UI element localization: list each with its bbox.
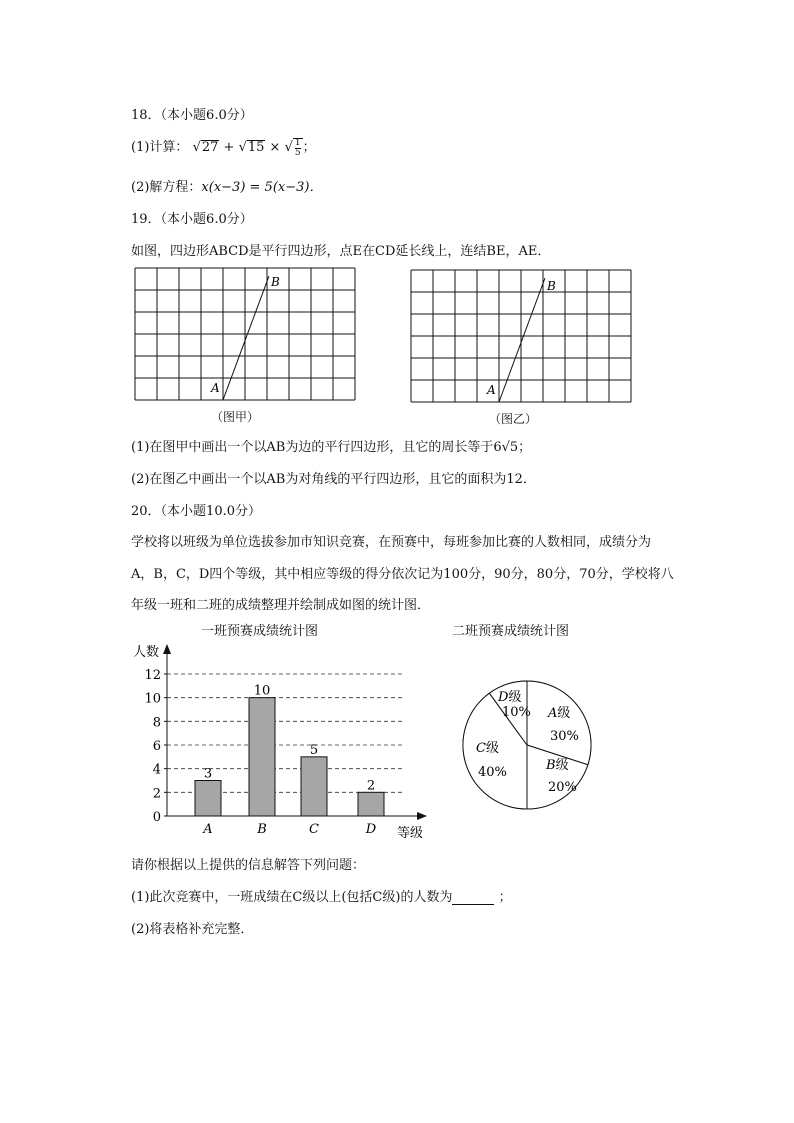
q18-part1-label: (1)计算： xyxy=(131,140,189,155)
answer-blank[interactable] xyxy=(452,892,494,905)
bar-A xyxy=(195,781,221,817)
q18-part2-label: (2)解方程： xyxy=(131,180,202,195)
pie-percent-label: 40% xyxy=(478,765,507,780)
bar-value-label: 2 xyxy=(366,778,376,794)
q20-intro-line3: 年级一班和二班的成绩整理并绘制成如图的统计图． xyxy=(131,598,431,613)
q20-part1-text: (1)此次竞赛中，一班成绩在C级以上(包括C级)的人数为 xyxy=(131,890,453,905)
y-tick-label: 10 xyxy=(144,691,161,707)
q18-header: 18．（本小题6.0分） xyxy=(131,108,253,123)
y-tick-label: 0 xyxy=(152,810,161,825)
x-tick-label: C xyxy=(309,822,319,837)
q19-part1: (1)在图甲中画出一个以AB为边的平行四边形，且它的周长等于6√5； xyxy=(131,440,532,455)
bar-value-label: 10 xyxy=(253,683,271,699)
pie-grade-label: C级 xyxy=(476,741,499,756)
y-tick-label: 6 xyxy=(152,739,161,754)
y-axis-label: 人数 xyxy=(133,645,160,660)
y-tick-label: 2 xyxy=(152,786,161,802)
bar-value-label: 5 xyxy=(309,742,319,758)
pie-percent-label: 10% xyxy=(502,705,531,720)
x-tick-label: A xyxy=(203,822,213,837)
grid-figure-b xyxy=(411,270,633,406)
segment-ab-a xyxy=(223,276,269,400)
bar-chart xyxy=(125,638,435,843)
q20-header: 20．（本小题10.0分） xyxy=(131,504,261,519)
q19-part2: (2)在图乙中画出一个以AB为对角线的平行四边形，且它的面积为12． xyxy=(131,472,536,487)
label-b-fig-b: B xyxy=(547,279,556,293)
q19-header: 19．（本小题6.0分） xyxy=(131,212,253,227)
bar-D xyxy=(358,792,384,816)
x-tick-label: D xyxy=(365,822,377,837)
x-axis-label: 等级 xyxy=(397,826,424,841)
bar-value-label: 3 xyxy=(203,766,213,782)
label-b-fig-a: B xyxy=(271,275,280,289)
y-tick-label: 4 xyxy=(152,762,161,778)
bar-B xyxy=(249,698,275,816)
y-axis-arrow xyxy=(163,644,171,654)
pie-percent-label: 20% xyxy=(548,780,577,795)
grid-figure-a xyxy=(135,268,357,404)
q20-intro-line1: 学校将以班级为单位选拔参加市知识竞赛，在预赛中，每班参加比赛的人数相同，成绩分为 xyxy=(131,535,652,550)
fig-a-caption: （图甲） xyxy=(211,410,260,424)
q18-part1-expression: √27 + √15 × √ $\frac{1}{5}$ ； xyxy=(192,137,316,158)
segment-ab-b xyxy=(499,278,545,402)
q20-part2: (2)将表格补充完整． xyxy=(131,922,254,937)
pie-grade-label: A级 xyxy=(548,706,571,721)
q19-intro: 如图，四边形ABCD是平行四边形，点E在CD延长线上，连结BE，AE． xyxy=(131,244,551,259)
x-tick-label: B xyxy=(257,822,267,837)
q20-part1 xyxy=(131,886,512,905)
q18-part2 xyxy=(131,176,322,195)
q18-part1 xyxy=(131,136,316,158)
fig-b-caption: （图乙） xyxy=(489,412,538,426)
pie-chart-title: 二班预赛成绩统计图 xyxy=(452,624,570,639)
y-tick-label: 12 xyxy=(144,668,161,683)
label-a-fig-a: A xyxy=(211,381,220,395)
label-a-fig-b: A xyxy=(487,383,496,397)
q20-intro-line2: A，B，C，D四个等级，其中相应等级的得分依次记为100分，90分，80分，70分，学校将八 xyxy=(131,567,674,582)
y-tick-label: 8 xyxy=(152,715,161,731)
q20-part1-end: ； xyxy=(498,890,512,905)
pie-grade-label: B级 xyxy=(546,758,569,773)
pie-percent-label: 30% xyxy=(550,729,579,744)
pie-grade-label: D级 xyxy=(498,690,522,705)
bar-chart-title: 一班预赛成绩统计图 xyxy=(201,624,319,639)
q18-part2-equation: x(x−3) = 5(x−3)． xyxy=(201,180,323,195)
q20-ask: 请你根据以上提供的信息解答下列问题： xyxy=(131,858,366,873)
pie-chart xyxy=(462,680,592,810)
x-axis-arrow xyxy=(417,812,427,820)
bar-C xyxy=(301,757,327,816)
